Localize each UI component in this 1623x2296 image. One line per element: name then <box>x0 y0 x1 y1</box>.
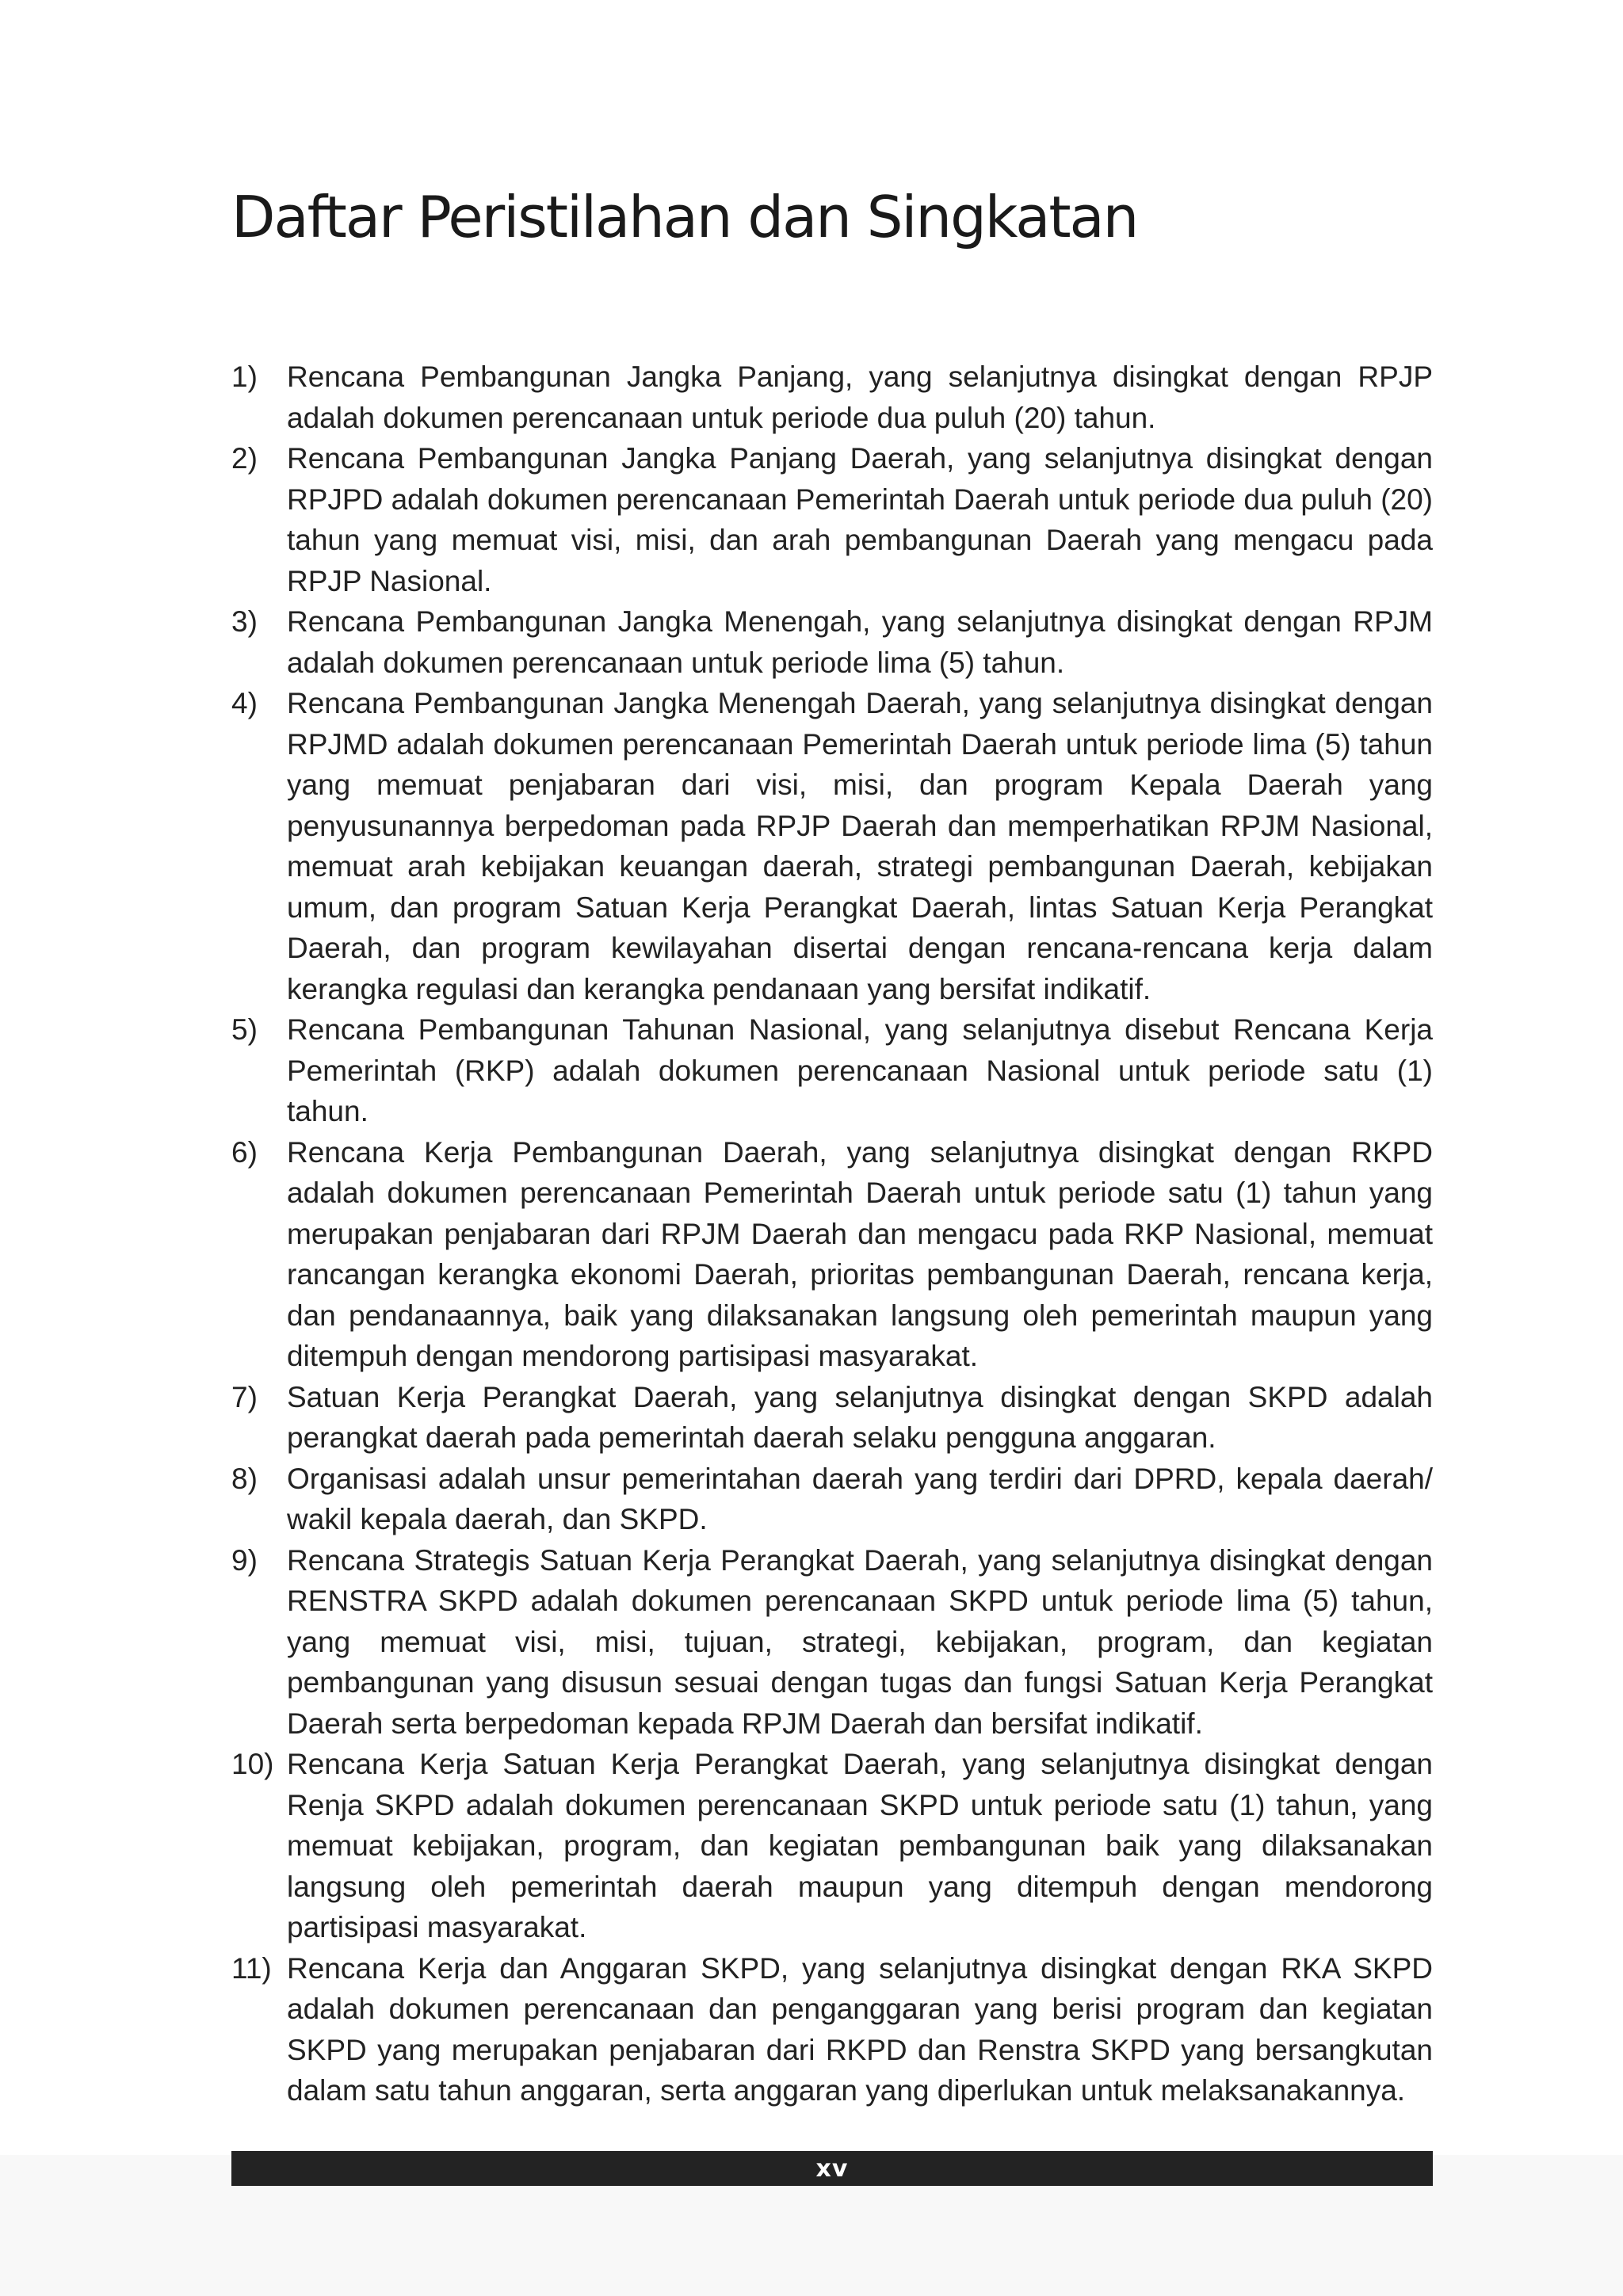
list-item-number: 1) <box>231 360 258 393</box>
footer-bar <box>231 2151 1433 2186</box>
list-item-number: 4) <box>231 687 258 719</box>
list-item-text: Rencana Kerja Satuan Kerja Perangkat Daerah, yang selanjutnya disingkat dengan Renja SKPD adalah dokumen perencanaan SKPD untuk periode satu (1) tahun, yang memuat kebijakan, program, dan kegiatan pembangunan baik yang dilaksanakan langsung oleh pemerintah daerah maupun yang ditempuh dengan mendorong partisipasi masyarakat. <box>287 1748 1433 1943</box>
list-item <box>231 438 1433 601</box>
list-item-number: 9) <box>231 1543 258 1577</box>
list-item-text: Rencana Pembangunan Jangka Menengah, yang selanjutnya disingkat dengan RPJM adalah dokumen perencanaan untuk periode lima (5) tahun. <box>287 605 1433 679</box>
list-item-number: 8) <box>231 1462 258 1495</box>
list-item <box>231 1009 1433 1132</box>
page-number: xv <box>815 2154 849 2183</box>
list-item-text: Rencana Pembangunan Tahunan Nasional, yang selanjutnya disebut Rencana Kerja Pemerintah (RKP) adalah dokumen perencanaan Nasional untuk periode satu (1) tahun. <box>287 1013 1433 1127</box>
list-item <box>231 1744 1433 1948</box>
list-item <box>231 1132 1433 1377</box>
term-list <box>231 357 1433 2111</box>
list-item-text: Rencana Kerja dan Anggaran SKPD, yang selanjutnya disingkat dengan RKA SKPD adalah dokumen perencanaan dan penganggaran yang berisi program dan kegiatan SKPD yang merupakan penjabaran dari RKPD dan Renstra SKPD yang bersangkutan dalam satu tahun anggaran, serta anggaran yang diperlukan untuk melaksanakannya. <box>287 1951 1433 2107</box>
list-item-number: 10) <box>231 1748 274 1780</box>
page-title: Daftar Peristilahan dan Singkatan <box>231 184 1138 250</box>
list-item <box>231 1540 1433 1745</box>
list-item-number: 6) <box>231 1135 258 1169</box>
list-item-text: Rencana Strategis Satuan Kerja Perangkat Daerah, yang selanjutnya disingkat dengan RENSTRA SKPD adalah dokumen perencanaan SKPD untuk periode lima (5) tahun, yang memuat visi, misi, tujuan, strategi, kebijakan, program, dan kegiatan pembangunan yang disusun sesuai dengan tugas dan fungsi Satuan Kerja Perangkat Daerah serta berpedoman kepada RPJM Daerah dan bersifat indikatif. <box>287 1543 1433 1740</box>
list-item-text: Satuan Kerja Perangkat Daerah, yang selanjutnya disingkat dengan SKPD adalah perangkat daerah pada pemerintah daerah selaku pengguna anggaran. <box>287 1380 1433 1454</box>
list-item <box>231 1948 1433 2111</box>
list-item-number: 3) <box>231 605 258 638</box>
list-item-number: 7) <box>231 1380 258 1413</box>
list-item-text: Rencana Pembangunan Jangka Panjang, yang selanjutnya disingkat dengan RPJP adalah dokumen perencanaan untuk periode dua puluh (20) tahun. <box>287 360 1433 434</box>
list-item <box>231 1377 1433 1459</box>
list-item <box>231 357 1433 438</box>
list-item-number: 11) <box>231 1951 272 1985</box>
list-item <box>231 683 1433 1009</box>
list-item <box>231 601 1433 683</box>
list-item-number: 2) <box>231 442 258 475</box>
list-item-number: 5) <box>231 1013 258 1046</box>
list-item-text: Organisasi adalah unsur pemerintahan daerah yang terdiri dari DPRD, kepala daerah/ wakil kepala daerah, dan SKPD. <box>287 1462 1433 1535</box>
list-item <box>231 1459 1433 1540</box>
list-item-text: Rencana Pembangunan Jangka Panjang Daerah, yang selanjutnya disingkat dengan RPJPD adalah dokumen perencanaan Pemerintah Daerah untuk periode dua puluh (20) tahun yang memuat visi, misi, dan arah pembangunan Daerah yang mengacu pada RPJP Nasional. <box>287 442 1433 597</box>
list-item-text: Rencana Kerja Pembangunan Daerah, yang selanjutnya disingkat dengan RKPD adalah dokumen perencanaan Pemerintah Daerah untuk periode satu (1) tahun yang merupakan penjabaran dari RPJM Daerah dan mengacu pada RKP Nasional, memuat rancangan kerangka ekonomi Daerah, prioritas pembangunan Daerah, rencana kerja, dan pendanaannya, baik yang dilaksanakan langsung oleh pemerintah maupun yang ditempuh dengan mendorong partisipasi masyarakat. <box>287 1135 1433 1372</box>
list-item-text: Rencana Pembangunan Jangka Menengah Daerah, yang selanjutnya disingkat dengan RPJMD adalah dokumen perencanaan Pemerintah Daerah untuk periode lima (5) tahun yang memuat penjabaran dari visi, misi, dan program Kepala Daerah yang penyusunannya berpedoman pada RPJP Daerah dan memperhatikan RPJM Nasional, memuat arah kebijakan keuangan daerah, strategi pembangunan Daerah, kebijakan umum, dan program Satuan Kerja Perangkat Daerah, lintas Satuan Kerja Perangkat Daerah, dan program kewilayahan disertai dengan rencana-rencana kerja dalam kerangka regulasi dan kerangka pendanaan yang bersifat indikatif. <box>287 687 1433 1005</box>
